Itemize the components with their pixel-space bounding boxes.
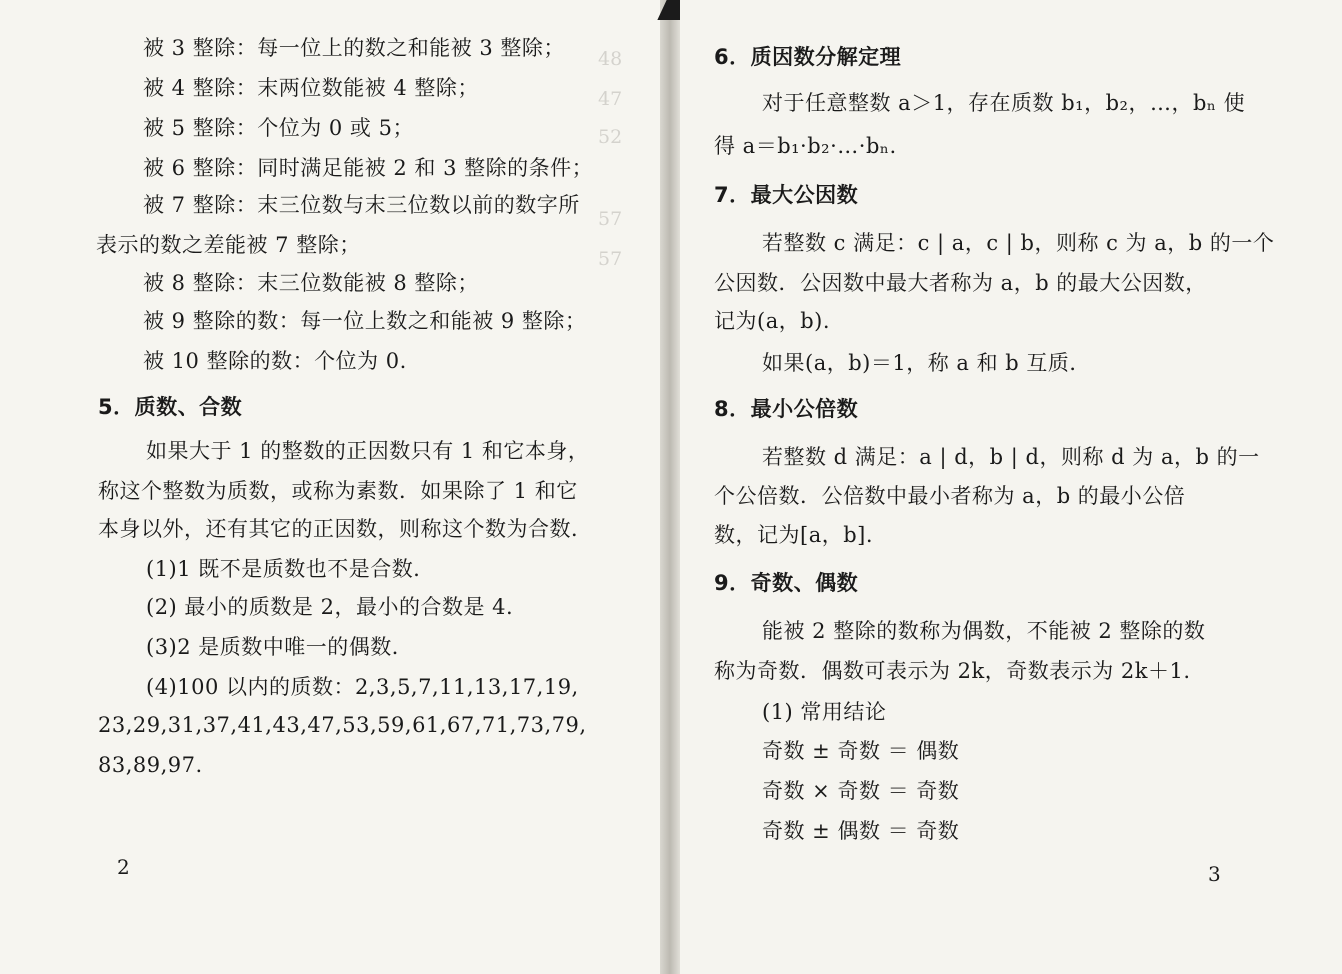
ghost-mark: 48 [598,48,623,70]
left-page [0,0,662,974]
text-line: 记为(a，b). [714,309,831,333]
text-line: 表示的数之差能被 7 整除； [96,233,361,257]
text-line: 本身以外，还有其它的正因数，则称这个数为合数． [98,517,593,541]
section-heading: 6．质因数分解定理 [714,45,902,69]
text-line: 如果大于 1 的整数的正因数只有 1 和它本身， [146,439,590,463]
text-line: 23,29,31,37,41,43,47,53,59,61,67,71,73,79, [98,713,587,737]
text-line: 奇数 ± 奇数 ＝ 偶数 [762,739,960,763]
text-line: 83,89,97. [98,753,203,777]
text-line: 称这个整数为质数，或称为素数．如果除了 1 和它 [98,479,578,503]
text-line: 数，记为[a，b]. [714,523,874,547]
text-line: 若整数 c 满足：c | a，c | b，则称 c 为 a，b 的一个 [762,231,1275,255]
right-page [680,0,1342,974]
text-line: (4)100 以内的质数：2,3,5,7,11,13,17,19, [146,675,579,699]
ghost-mark: 52 [598,126,623,148]
ghost-mark: 47 [598,88,623,110]
text-line: (1) 常用结论 [762,700,887,724]
text-line: 被 6 整除：同时满足能被 2 和 3 整除的条件； [143,156,594,180]
text-line: 能被 2 整除的数称为偶数，不能被 2 整除的数 [762,619,1206,643]
section-heading: 8．最小公倍数 [714,397,859,421]
text-line: 被 5 整除：个位为 0 或 5； [143,116,414,140]
section-heading: 9．奇数、偶数 [714,571,859,595]
text-line: 被 9 整除的数：每一位上数之和能被 9 整除； [143,309,587,333]
text-line: 得 a＝b₁·b₂·…·bₙ. [714,134,897,158]
text-line: 若整数 d 满足：a | d，b | d，则称 d 为 a，b 的一 [762,445,1260,469]
section-heading: 5．质数、合数 [98,395,243,419]
text-line: (3)2 是质数中唯一的偶数． [146,635,414,659]
text-line: (1)1 既不是质数也不是合数． [146,557,435,581]
section-heading: 7．最大公因数 [714,183,859,207]
ghost-mark: 57 [598,208,623,230]
text-line: 被 10 整除的数：个位为 0. [143,349,407,373]
text-line: 称为奇数．偶数可表示为 2k，奇数表示为 2k＋1. [714,659,1191,683]
text-line: 被 7 整除：末三位数与末三位数以前的数字所 [143,193,580,217]
text-line: 公因数．公因数中最大者称为 a，b 的最大公因数， [714,271,1207,295]
text-line: 如果(a，b)＝1，称 a 和 b 互质． [762,351,1091,375]
text-line: 被 8 整除：末三位数能被 8 整除； [143,271,479,295]
text-line: 对于任意整数 a＞1，存在质数 b₁，b₂，…，bₙ 使 [762,91,1246,115]
book-spine [660,0,682,974]
text-line: 奇数 ± 偶数 ＝ 奇数 [762,819,960,843]
text-line: 个公倍数．公倍数中最小者称为 a，b 的最小公倍 [714,484,1186,508]
page-number: 3 [1208,862,1221,886]
ghost-mark: 57 [598,248,623,270]
page-number: 2 [117,855,130,879]
text-line: 奇数 × 奇数 ＝ 奇数 [762,779,960,803]
text-line: 被 4 整除：末两位数能被 4 整除； [143,76,479,100]
text-line: (2) 最小的质数是 2，最小的合数是 4. [146,595,514,619]
text-line: 被 3 整除：每一位上的数之和能被 3 整除； [143,36,565,60]
